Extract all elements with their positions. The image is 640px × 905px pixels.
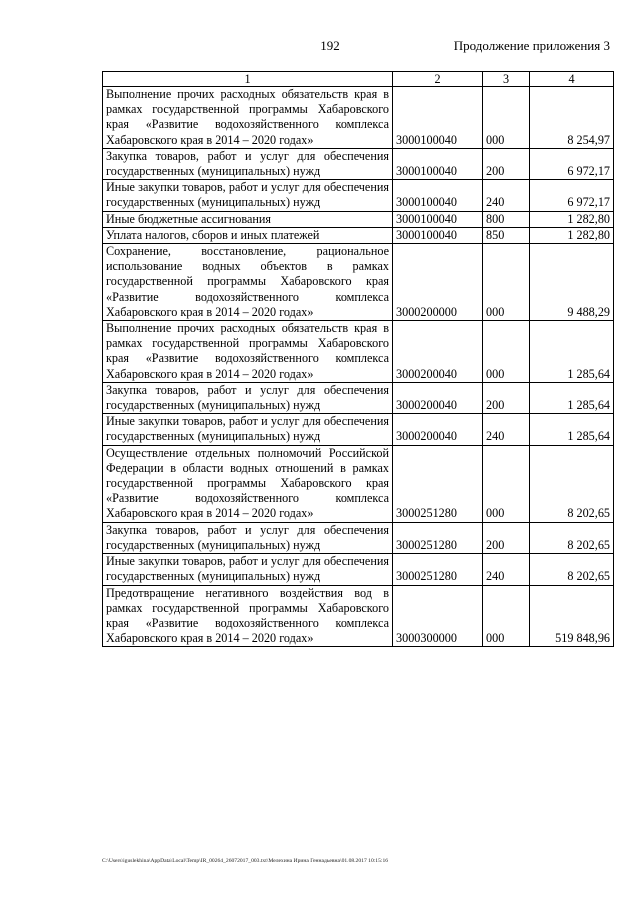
row-code: 3000100040 — [393, 148, 483, 179]
row-sum: 1 282,80 — [530, 227, 614, 243]
row-expense-type: 800 — [483, 211, 530, 227]
table-row — [103, 211, 614, 227]
row-sum: 9 488,29 — [530, 244, 614, 321]
row-code: 3000200040 — [393, 321, 483, 383]
row-sum: 6 972,17 — [530, 180, 614, 211]
table-row — [103, 87, 614, 149]
page-number: 192 — [320, 38, 340, 53]
row-name: Уплата налогов, сборов и иных платежей — [103, 227, 393, 243]
row-name: Закупка товаров, работ и услуг для обеспечения государственных (муниципальных) нужд — [103, 148, 393, 179]
table-row — [103, 321, 614, 383]
row-name: Выполнение прочих расходных обязательств края в рамках государственной программы Хабаровского края «Развитие водохозяйственного комплекса Хабаровского края в 2014 – 2020 годах» — [103, 321, 393, 383]
row-name: Иные закупки товаров, работ и услуг для обеспечения государственных (муниципальных) нужд — [103, 554, 393, 585]
row-expense-type: 200 — [483, 148, 530, 179]
footer-file-path: C:\Users\iguslekhina\AppData\Local\Temp\IR_00264_26072017_003.txt\Мелехина Ирина Геннадьевна\01.08.2017 10:15:16 — [102, 858, 389, 864]
row-expense-type: 000 — [483, 87, 530, 149]
table-row — [103, 180, 614, 211]
table-row — [103, 227, 614, 243]
row-code: 3000251280 — [393, 445, 483, 522]
column-header-3: 3 — [483, 72, 530, 87]
row-code: 3000251280 — [393, 554, 483, 585]
row-expense-type: 240 — [483, 414, 530, 445]
row-name: Сохранение, восстановление, рациональное использование водных объектов в рамках государственной программы Хабаровского края «Развитие водохозяйственного комплекса Хабаровского края в 2014 – 2020 годах» — [103, 244, 393, 321]
row-name: Иные закупки товаров, работ и услуг для обеспечения государственных (муниципальных) нужд — [103, 414, 393, 445]
table-header-row — [103, 72, 614, 87]
table-row — [103, 414, 614, 445]
row-name: Осуществление отдельных полномочий Российской Федерации в области водных отношений в рамках государственной программы Хабаровского края «Развитие водохозяйственного комплекса Хабаровского края в 2014 – 2020 годах» — [103, 445, 393, 522]
row-name: Иные закупки товаров, работ и услуг для обеспечения государственных (муниципальных) нужд — [103, 180, 393, 211]
table-row — [103, 382, 614, 413]
row-name: Выполнение прочих расходных обязательств края в рамках государственной программы Хабаровского края «Развитие водохозяйственного комплекса Хабаровского края в 2014 – 2020 годах» — [103, 87, 393, 149]
row-code: 3000200040 — [393, 414, 483, 445]
row-sum: 519 848,96 — [530, 585, 614, 647]
row-expense-type: 850 — [483, 227, 530, 243]
row-code: 3000100040 — [393, 211, 483, 227]
row-expense-type: 240 — [483, 180, 530, 211]
row-code: 3000100040 — [393, 227, 483, 243]
row-code: 3000200000 — [393, 244, 483, 321]
row-name: Закупка товаров, работ и услуг для обеспечения государственных (муниципальных) нужд — [103, 522, 393, 553]
row-code: 3000100040 — [393, 180, 483, 211]
row-sum: 8 254,97 — [530, 87, 614, 149]
row-expense-type: 000 — [483, 244, 530, 321]
row-sum: 6 972,17 — [530, 148, 614, 179]
continuation-label: Продолжение приложения 3 — [453, 38, 610, 53]
row-sum: 1 282,80 — [530, 211, 614, 227]
row-sum: 1 285,64 — [530, 414, 614, 445]
column-header-2: 2 — [393, 72, 483, 87]
table-row — [103, 585, 614, 647]
row-expense-type: 000 — [483, 445, 530, 522]
row-sum: 1 285,64 — [530, 321, 614, 383]
row-expense-type: 000 — [483, 321, 530, 383]
row-sum: 8 202,65 — [530, 554, 614, 585]
row-name: Закупка товаров, работ и услуг для обеспечения государственных (муниципальных) нужд — [103, 382, 393, 413]
table-row — [103, 522, 614, 553]
row-sum: 1 285,64 — [530, 382, 614, 413]
table-row — [103, 445, 614, 522]
row-expense-type: 200 — [483, 522, 530, 553]
row-expense-type: 240 — [483, 554, 530, 585]
table-row — [103, 148, 614, 179]
column-header-4: 4 — [530, 72, 614, 87]
row-sum: 8 202,65 — [530, 445, 614, 522]
budget-table — [102, 71, 614, 647]
table-row — [103, 554, 614, 585]
row-name: Иные бюджетные ассигнования — [103, 211, 393, 227]
row-code: 3000251280 — [393, 522, 483, 553]
column-header-1: 1 — [103, 72, 393, 87]
row-sum: 8 202,65 — [530, 522, 614, 553]
row-name: Предотвращение негативного воздействия вод в рамках государственной программы Хабаровского края «Развитие водохозяйственного комплекса Хабаровского края в 2014 – 2020 годах» — [103, 585, 393, 647]
row-code: 3000200040 — [393, 382, 483, 413]
row-expense-type: 000 — [483, 585, 530, 647]
row-code: 3000100040 — [393, 87, 483, 149]
table-row — [103, 244, 614, 321]
row-code: 3000300000 — [393, 585, 483, 647]
row-expense-type: 200 — [483, 382, 530, 413]
